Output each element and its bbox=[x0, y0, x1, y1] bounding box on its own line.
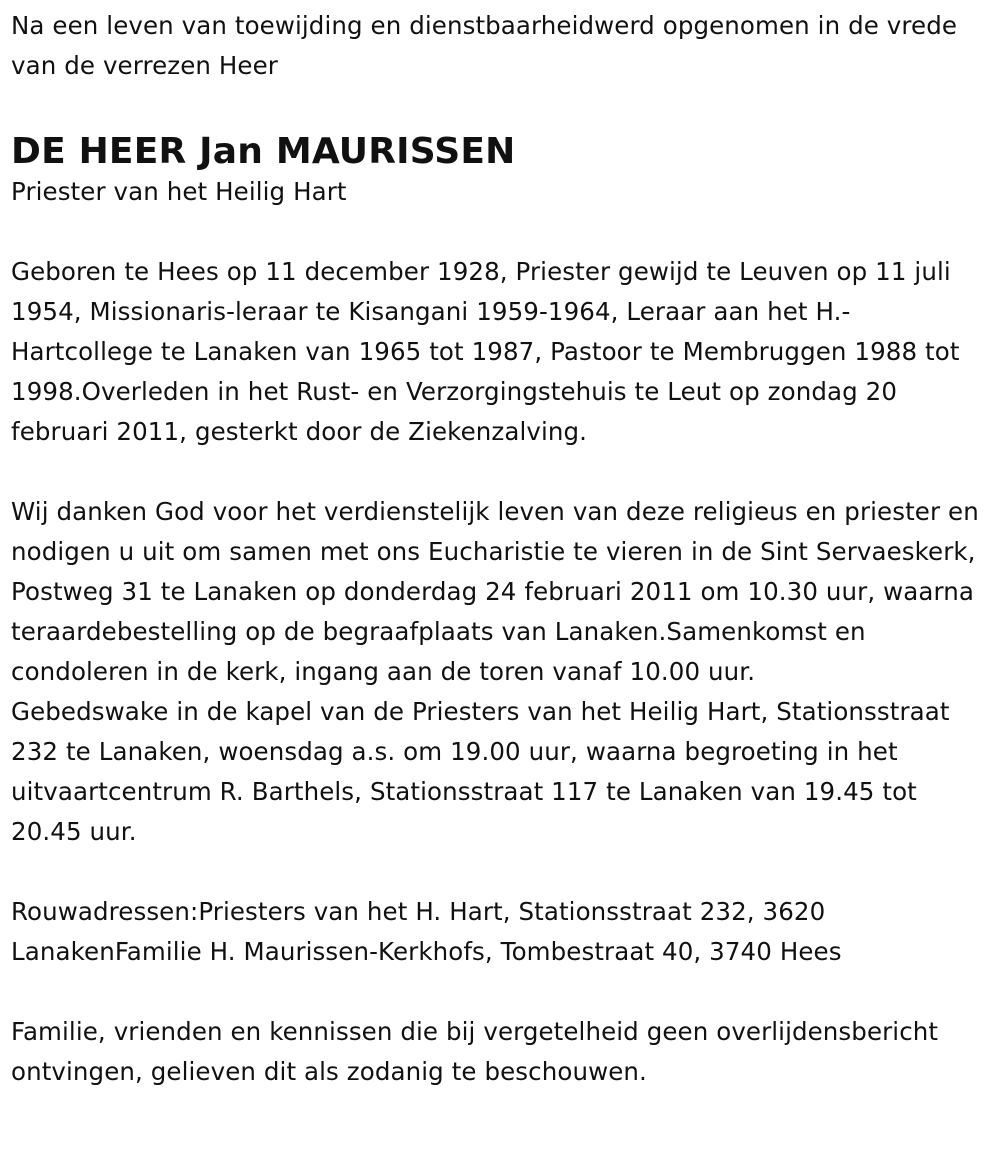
biography-paragraph: Geboren te Hees op 11 december 1928, Priester gewijd te Leuven op 11 juli 1954, Missionaris-leraar te Kisangani 1959-1964, Leraar aan het H.-Hartcollege te Lanaken van 1965 tot 1987, Pastoor te Membruggen 1988 tot 1998.Overleden in het Rust- en Verzorgingstehuis te Leut op zondag 20 februari 2011, gesterkt door de Ziekenzalving. bbox=[11, 257, 960, 446]
closing-paragraph: Familie, vrienden en kennissen die bij vergetelheid geen overlijdensbericht ontvingen, gelieven dit als zodanig te beschouwen. bbox=[11, 1017, 939, 1086]
deceased-title: Priester van het Heilig Hart bbox=[11, 177, 347, 206]
deceased-name: DE HEER Jan MAURISSEN bbox=[11, 131, 516, 172]
vigil-paragraph: Gebedswake in de kapel van de Priesters van het Heilig Hart, Stationsstraat 232 te Lanaken, woensdag a.s. om 19.00 uur, waarna begroeting in het uitvaartcentrum R. Barthels, Stationsstraat 117 te Lanaken van 19.45 tot 20.45 uur. bbox=[11, 697, 950, 846]
addresses-paragraph: Rouwadressen:Priesters van het H. Hart, Stationsstraat 232, 3620 LanakenFamilie H. Maurissen-Kerkhofs, Tombestraat 40, 3740 Hees bbox=[11, 897, 842, 966]
intro-text: Na een leven van toewijding en dienstbaarheidwerd opgenomen in de vrede van de verrezen Heer bbox=[11, 11, 958, 80]
funeral-paragraph: Wij danken God voor het verdienstelijk leven van deze religieus en priester en nodigen u uit om samen met ons Eucharistie te vieren in de Sint Servaeskerk, Postweg 31 te Lanaken op donderdag 24 februari 2011 om 10.30 uur, waarna teraardebestelling op de begraafplaats van Lanaken.Samenkomst en condoleren in de kerk, ingang aan de toren vanaf 10.00 uur. bbox=[11, 497, 979, 686]
